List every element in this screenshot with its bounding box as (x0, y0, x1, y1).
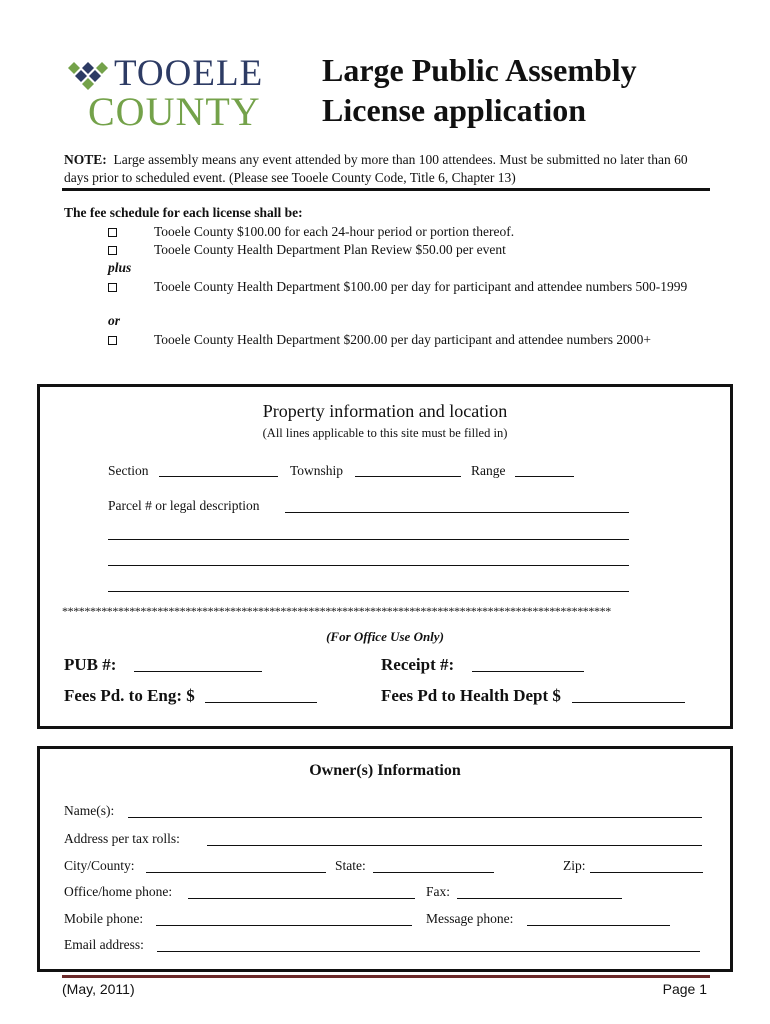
logo-line2: COUNTY (88, 89, 261, 134)
mobile-label: Mobile phone: (64, 911, 144, 926)
footer-divider (62, 975, 710, 978)
note-label: NOTE: (64, 152, 107, 167)
fees-eng-field[interactable] (205, 702, 317, 703)
zip-label: Zip: (563, 858, 586, 873)
office-phone-field[interactable] (188, 898, 415, 899)
note-text: Large assembly means any event attended by more than 100 attendees. Must be submitted no later than 60 days prior to scheduled event. (Please see Tooele County Code, Title 6, Chapter 13) (64, 152, 688, 185)
names-field[interactable] (128, 817, 702, 818)
divider (62, 188, 710, 191)
range-label: Range (471, 463, 506, 478)
property-subtitle: (All lines applicable to this site must be filled in) (262, 426, 508, 440)
checkbox-icon (108, 246, 117, 255)
title-line2: License application (322, 92, 587, 128)
footer-date: (May, 2011) (62, 981, 135, 997)
checkbox-icon (108, 336, 117, 345)
property-title: Property information and location (262, 401, 508, 421)
fee-connector-or: or (108, 313, 121, 328)
parcel-label: Parcel # or legal description (108, 498, 260, 513)
checkbox-icon (108, 283, 117, 292)
receipt-label: Receipt #: (381, 655, 455, 674)
address-label: Address per tax rolls: (64, 831, 180, 846)
email-field[interactable] (157, 951, 700, 952)
pub-label: PUB #: (64, 655, 117, 674)
parcel-line[interactable] (108, 565, 629, 566)
city-label: City/County: (64, 858, 135, 873)
fax-label: Fax: (426, 884, 451, 899)
state-field[interactable] (373, 872, 494, 873)
pub-field[interactable] (134, 671, 262, 672)
note-paragraph (64, 151, 704, 187)
state-label: State: (335, 858, 366, 873)
township-field[interactable] (355, 476, 461, 477)
fee-item-text: Tooele County Health Department $100.00 per day for participant and attendee numbers 500-1999 (154, 279, 688, 294)
range-field[interactable] (515, 476, 574, 477)
fee-item-text: Tooele County Health Department Plan Review $50.00 per event (154, 242, 506, 257)
fee-item-text: Tooele County $100.00 for each 24-hour period or portion thereof. (154, 224, 515, 239)
message-label: Message phone: (426, 911, 514, 926)
parcel-field[interactable] (285, 512, 629, 513)
city-field[interactable] (146, 872, 326, 873)
address-field[interactable] (207, 845, 702, 846)
fees-health-label: Fees Pd to Health Dept $ (381, 686, 561, 705)
fee-heading: The fee schedule for each license shall be: (64, 205, 303, 220)
section-field[interactable] (159, 476, 278, 477)
diamond-logo-icon (66, 58, 110, 92)
fee-connector-plus: plus (108, 260, 132, 275)
zip-field[interactable] (590, 872, 703, 873)
fees-eng-label: Fees Pd. to Eng: $ (64, 686, 195, 705)
owner-title: Owner(s) Information (309, 762, 461, 779)
fee-item-text: Tooele County Health Department $200.00 per day participant and attendee numbers 2000+ (154, 332, 652, 347)
mobile-field[interactable] (156, 925, 412, 926)
parcel-line[interactable] (108, 591, 629, 592)
names-label: Name(s): (64, 803, 115, 818)
tooele-county-logo (66, 53, 276, 134)
page-title (322, 50, 637, 130)
office-use-label: (For Office Use Only) (326, 629, 444, 644)
logo-line1: TOOELE (114, 53, 264, 94)
parcel-line[interactable] (108, 539, 629, 540)
title-line1: Large Public Assembly (322, 52, 637, 88)
section-label: Section (108, 463, 149, 478)
township-label: Township (290, 463, 344, 478)
message-phone-field[interactable] (527, 925, 670, 926)
fax-field[interactable] (457, 898, 622, 899)
checkbox-icon (108, 228, 117, 237)
email-label: Email address: (64, 937, 144, 952)
receipt-field[interactable] (472, 671, 584, 672)
separator-stars: ************************************************************************************************** (62, 604, 611, 618)
page-number: Page 1 (662, 981, 707, 997)
office-phone-label: Office/home phone: (64, 884, 173, 899)
fees-health-field[interactable] (572, 702, 685, 703)
